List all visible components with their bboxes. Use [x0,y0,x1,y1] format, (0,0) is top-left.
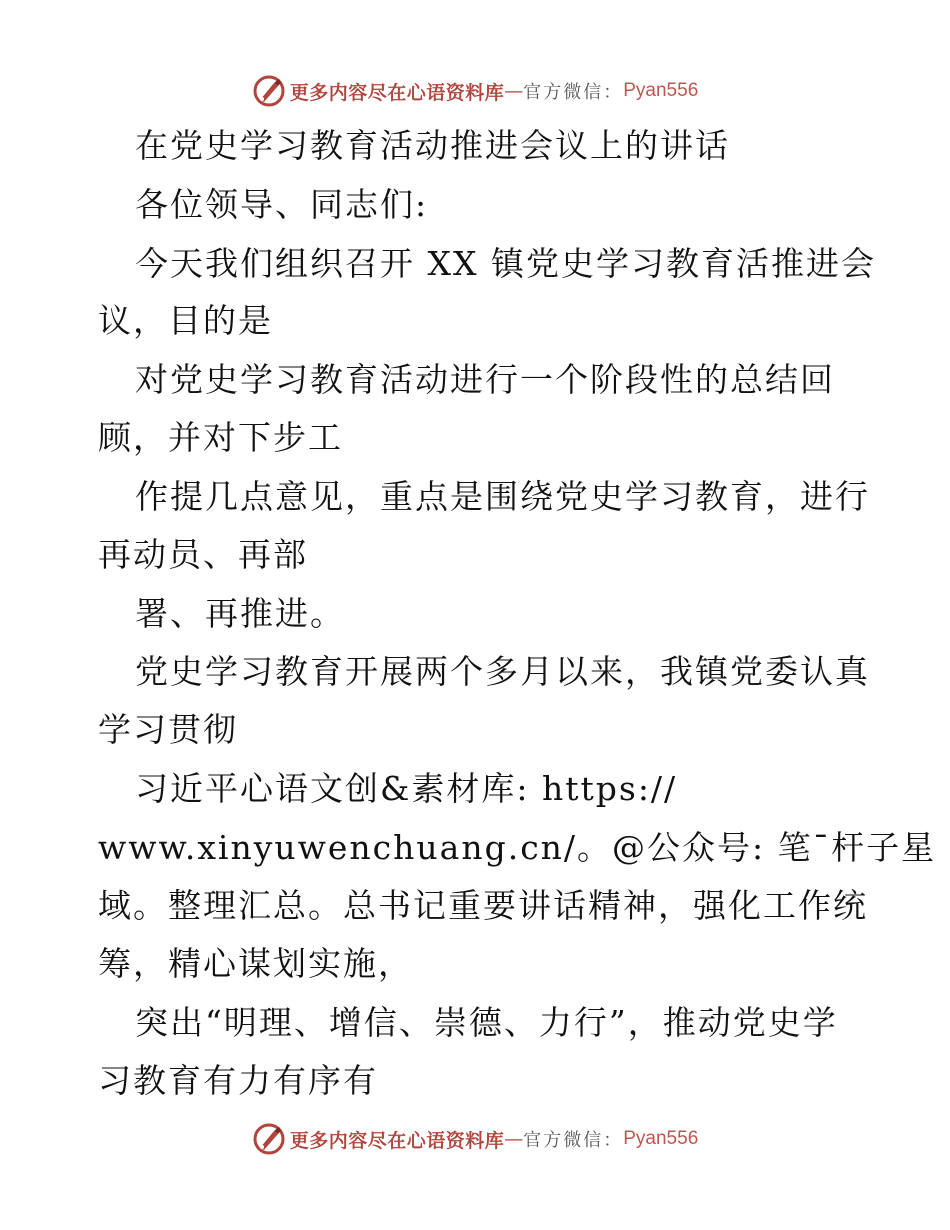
document-title: 在党史学习教育活动推进会议上的讲话 [135,126,730,165]
document-line: 作提几点意见，重点是围绕党史学习教育，进行 [135,477,870,516]
document-line: 筹，精心谋划实施， [98,944,413,983]
document-line: 署、再推进。 [135,594,345,633]
document-line: 议，目的是 [98,301,273,340]
document-line: 突出“明理、增信、崇德、力行”，推动党史学 [135,1003,838,1042]
document-line: www.xinyuwenchuang.cn/。@公众号: 笔¯杆子星 [98,828,937,867]
banner-wechat-id: Pyan556 [623,1128,699,1149]
banner-dash: — [504,80,524,102]
document-line: 党史学习教育开展两个多月以来，我镇党委认真 [135,652,870,691]
document-line: 顾，并对下步工 [98,418,343,457]
banner-wechat-label: 官方微信： [523,82,624,103]
banner-wechat-label: 官方微信： [523,1130,624,1151]
document-line: 域。整理汇总。总书记重要讲话精神，强化工作统 [98,886,868,925]
banner-site-text: 更多内容尽在心语资料库 [289,81,505,104]
document-line: 对党史学习教育活动进行一个阶段性的总结回 [135,360,835,399]
quill-pen-logo-icon [252,1122,286,1156]
document-line: 再动员、再部 [98,535,308,574]
document-line: 各位领导、同志们: [135,185,429,224]
document-line: 习教育有力有序有 [98,1061,378,1100]
banner-dash: — [504,1128,524,1150]
banner-site-text: 更多内容尽在心语资料库 [289,1129,505,1152]
banner-wechat-id: Pyan556 [623,80,699,101]
footer-watermark-banner [0,1119,950,1159]
document-line: 习近平心语文创&素材库: https:// [135,769,678,808]
document-line: 今天我们组织召开 XX 镇党史学习教育活推进会 [135,244,876,283]
document-line: 学习贯彻 [98,710,238,749]
